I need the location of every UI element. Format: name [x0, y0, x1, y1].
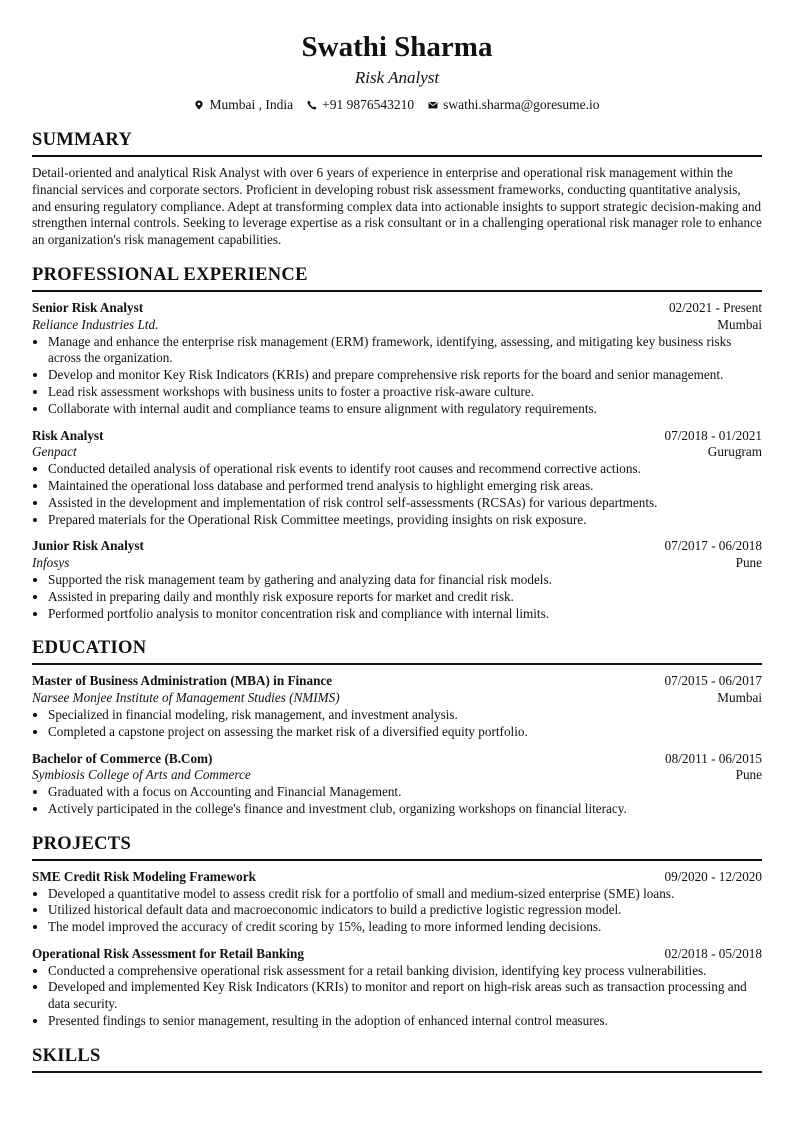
school-name: Narsee Monjee Institute of Management Studies (NMIMS) [32, 690, 340, 706]
job-bullets [32, 334, 762, 418]
section-title: EDUCATION [32, 638, 147, 659]
candidate-role: Risk Analyst [354, 68, 440, 87]
job-header-row [32, 300, 762, 317]
bullet-item: • Supported the risk management team by gathering and analyzing data for financial risk models. [48, 572, 762, 589]
project-bullets [32, 963, 762, 1030]
bullet-item: • Utilized historical default data and macroeconomic indicators to build a predictive logistic regression model. [48, 902, 762, 919]
job-company: Genpact [32, 444, 77, 460]
education-dates: 07/2015 - 06/2017 [664, 673, 762, 689]
job-location: Gurugram [707, 444, 762, 460]
bullet-item: • Manage and enhance the enterprise risk management (ERM) framework, identifying, assessing, and mitigating key business risks across the organization. [48, 334, 762, 368]
job-entry [32, 428, 762, 529]
resume-header [32, 30, 762, 114]
bullet-item: • Conducted a comprehensive operational risk assessment for a retail banking division, identifying key process vulnerabilities. [48, 963, 762, 980]
education-entry [32, 751, 762, 818]
phone-text: +91 9876543210 [322, 97, 415, 112]
job-dates: 02/2021 - Present [668, 299, 762, 315]
bullet-item: • Collaborate with internal audit and compliance teams to ensure alignment with regulatory requirements. [48, 401, 762, 418]
skills-section [32, 1044, 762, 1073]
job-location: Mumbai [717, 316, 762, 332]
project-dates: 02/2018 - 05/2018 [664, 945, 762, 961]
job-title: Risk Analyst [32, 427, 104, 443]
job-bullets [32, 572, 762, 622]
job-sub-row [32, 555, 762, 572]
job-bullets [32, 461, 762, 528]
candidate-name: Swathi Sharma [301, 31, 493, 63]
job-title: Junior Risk Analyst [32, 538, 144, 554]
section-title: SUMMARY [32, 130, 133, 150]
job-dates: 07/2017 - 06/2018 [664, 538, 762, 554]
school-name: Symbiosis College of Arts and Commerce [32, 767, 251, 783]
bullet-item: • Developed a quantitative model to assess credit risk for a portfolio of small and medium-sized enterprise (SME) loans. [48, 886, 762, 903]
contact-phone [307, 96, 414, 114]
education-dates: 08/2011 - 06/2015 [665, 750, 762, 766]
bullet-item: • Lead risk assessment workshops with business units to foster a proactive risk-aware culture. [48, 384, 762, 401]
section-title: PROJECTS [32, 833, 132, 854]
job-dates: 07/2018 - 01/2021 [664, 427, 762, 443]
bullet-item: • Maintained the operational loss database and performed trend analysis to highlight emerging risk areas. [48, 478, 762, 495]
section-title: PROFESSIONAL EXPERIENCE [32, 264, 308, 285]
job-entry [32, 300, 762, 418]
contact-email [428, 96, 599, 114]
project-dates: 09/2020 - 12/2020 [664, 868, 762, 884]
job-location: Pune [735, 555, 762, 571]
degree-name: Master of Business Administration (MBA) in Finance [32, 673, 333, 689]
project-bullets [32, 886, 762, 936]
job-sub-row [32, 444, 762, 461]
phone-icon [307, 100, 317, 110]
projects-section [32, 832, 762, 1030]
job-entry [32, 538, 762, 622]
section-divider [32, 155, 762, 157]
job-company: Reliance Industries Ltd. [32, 316, 159, 332]
degree-name: Bachelor of Commerce (B.Com) [32, 750, 213, 766]
bullet-item: • Conducted detailed analysis of operational risk events to identify root causes and recommend corrective actions. [48, 461, 762, 478]
job-company: Infosys [32, 555, 70, 571]
bullet-item: • Developed and implemented Key Risk Indicators (KRIs) to monitor and report on high-risk areas such as transaction processing and data security. [48, 979, 762, 1013]
bullet-item: • Presented findings to senior management, resulting in the adoption of enhanced internal control measures. [48, 1013, 762, 1030]
project-name: SME Credit Risk Modeling Framework [32, 868, 256, 884]
bullet-item: • Graduated with a focus on Accounting and Financial Management. [48, 784, 762, 801]
bullet-item: • Actively participated in the college's finance and investment club, organizing workshops on financial literacy. [48, 801, 762, 818]
education-section [32, 636, 762, 817]
experience-section [32, 263, 762, 622]
bullet-item: • Specialized in financial modeling, risk management, and investment analysis. [48, 707, 762, 724]
section-title: SKILLS [32, 1045, 101, 1066]
job-header-row [32, 428, 762, 445]
education-entry [32, 673, 762, 740]
project-header-row [32, 869, 762, 886]
project-name: Operational Risk Assessment for Retail Banking [32, 945, 304, 961]
education-sub-row [32, 767, 762, 784]
bullet-item: • The model improved the accuracy of credit scoring by 15%, leading to more informed lending decisions. [48, 919, 762, 936]
location-text: Mumbai , India [209, 97, 294, 112]
education-header-row [32, 751, 762, 768]
project-entry [32, 869, 762, 936]
project-header-row [32, 946, 762, 963]
school-location: Mumbai [717, 690, 762, 706]
education-header-row [32, 673, 762, 690]
job-title: Senior Risk Analyst [32, 299, 144, 315]
location-pin-icon [194, 100, 204, 110]
section-divider [32, 290, 762, 292]
section-divider [32, 859, 762, 861]
section-divider [32, 663, 762, 665]
project-entry [32, 946, 762, 1030]
contact-location [194, 96, 293, 114]
summary-text: Detail-oriented and analytical Risk Analyst with over 6 years of experience in enterprise and operational risk management within the financial services and corporate sectors. Proficient in developing robust risk assessment frameworks, conducting quantitative analysis, and ensuring regulatory compliance. Adept at transforming complex data into actionable insights to support strategic decision-making and strengthen internal controls. Seeking to leverage expertise as a risk consultant or in a challenging operational risk manager role to enhance an organization's risk management capabilities. [32, 165, 762, 248]
job-sub-row [32, 317, 762, 334]
job-header-row [32, 538, 762, 555]
bullet-item: • Assisted in preparing daily and monthly risk exposure reports for market and credit risk. [48, 589, 762, 606]
school-location: Pune [735, 767, 762, 783]
education-bullets [32, 784, 762, 818]
bullet-item: • Assisted in the development and implementation of risk control self-assessments (RCSAs) for various departments. [48, 495, 762, 512]
envelope-icon [428, 100, 438, 110]
bullet-item: • Prepared materials for the Operational Risk Committee meetings, providing insights on risk exposure. [48, 512, 762, 529]
bullet-item: • Develop and monitor Key Risk Indicators (KRIs) and prepare comprehensive risk reports for the board and senior management. [48, 367, 762, 384]
email-text: swathi.sharma@goresume.io [443, 97, 600, 112]
bullet-item: • Completed a capstone project on assessing the market risk of a diversified equity portfolio. [48, 724, 762, 741]
contact-info [32, 96, 762, 114]
education-bullets [32, 707, 762, 741]
summary-section [32, 128, 762, 249]
section-divider [32, 1071, 762, 1073]
bullet-item: • Performed portfolio analysis to monitor concentration risk and compliance with internal limits. [48, 606, 762, 623]
education-sub-row [32, 690, 762, 707]
